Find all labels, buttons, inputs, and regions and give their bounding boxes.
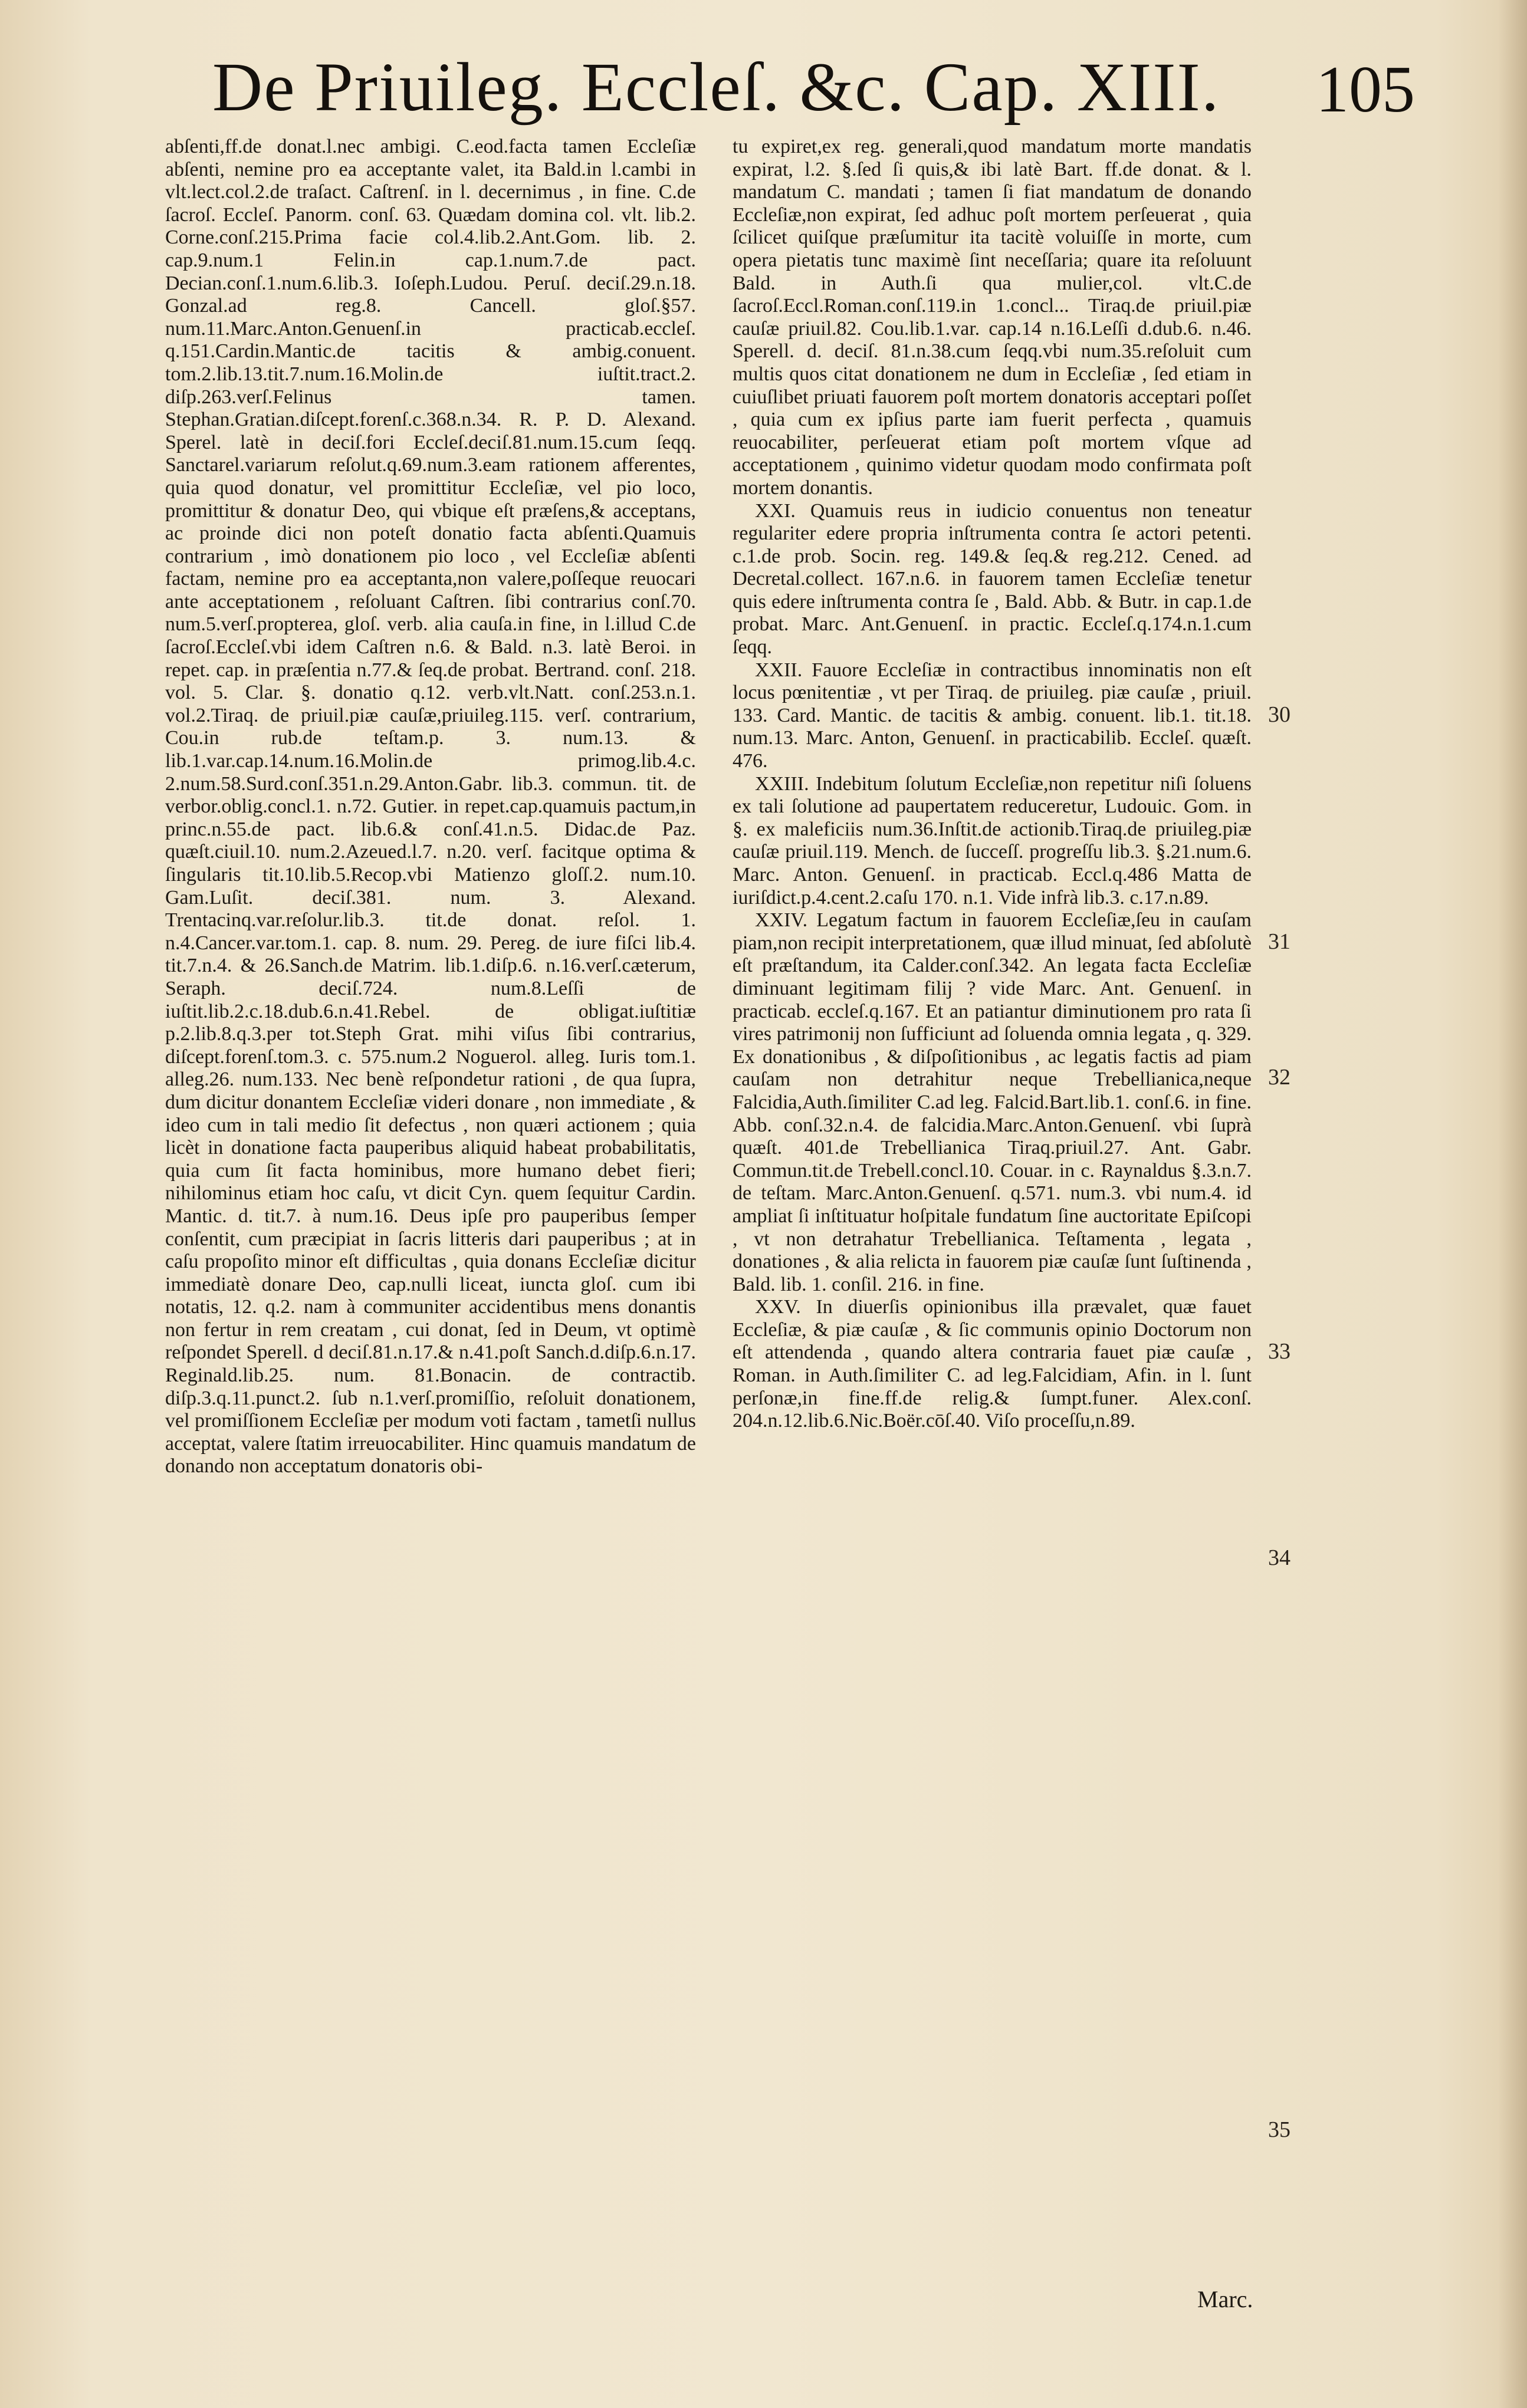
left-text-column <box>165 136 696 1478</box>
paragraph-xxiv: XXIV. Legatum factum in fauorem Eccleſiæ,ſeu in cauſam piam,non recipit interpretationem, quæ illud minuat, ſed abſolutè eſt præſtandum, ita Calder.conſ.342. An legata facta Eccleſiæ diminuant legitimam filij ? vide Marc. Ant. Genuenſ. in practicab. eccleſ.q.167. Et an patiantur diminutionem pro rata ſi vires patrimonij non ſufficiunt ad ſoluenda omnia legata , q. 329. Ex donationibus , & diſpoſitionibus , ac legatis factis ad piam cauſam non detrahitur neque Trebellianica,neque Falcidia,Auth.ſimiliter C.ad leg. Falcid.Bart.lib.1. conſ.6. in fine. Abb. conſ.32.n.4. de falcidia.Marc.Anton.Genuenſ. vbi ſuprà quæſt. 401.de Trebellianica Tiraq.priuil.27. Ant. Gabr. Commun.tit.de Trebell.concl.10. Couar. in c. Raynaldus §.3.n.7. de teſtam. Marc.Anton.Genuenſ. q.571. num.3. vbi num.4. id ampliat ſi inſtituatur hoſpitale fundatum ſine auctoritate Epiſcopi , vt non detrahatur Trebellianica. Teſtamenta , legata , donationes , & alia relicta in fauorem piæ cauſæ ſunt ſuſtinenda , Bald. lib. 1. conſil. 216. in fine. <box>733 909 1252 1295</box>
running-header <box>0 47 1527 130</box>
margin-number: 32 <box>1268 1065 1290 1090</box>
running-title: De Priuileg. Eccleſ. &c. Cap. XIII. <box>212 48 1220 126</box>
margin-number: 31 <box>1268 929 1290 954</box>
page-edge-shadow <box>1498 0 1527 2408</box>
right-text-column <box>733 136 1252 1433</box>
margin-number: 35 <box>1268 2117 1290 2142</box>
margin-number: 34 <box>1268 1545 1290 1570</box>
right-paragraph-continuation: tu expiret,ex reg. generali,quod mandatum morte mandatis expirat, l.2. §.ſed ſi quis,& ibi latè Bart. ff.de donat. & l. mandatum C. mandati ; tamen ſi fiat mandatum de donando Eccleſiæ,non expirat, ſed adhuc poſt mortem perſeuerat , quia ſcilicet quiſque præſumitur ita tacitè voluiſſe in morte, cum opera pietatis tunc maximè ſint neceſſaria; quare ita reſoluunt Bald. in Auth.ſi qua mulier,col. vlt.C.de ſacroſ.Eccl.Roman.conſ.119.in 1.concl... Tiraq.de priuil.piæ cauſæ priuil.82. Cou.lib.1.var. cap.14 n.16.Leſſi d.dub.6. n.46. Sperell. d. deciſ. 81.n.38.cum ſeqq.vbi num.35.reſoluit cum multis quos citat donationem ne dum in Eccleſiæ , ſed etiam in cuiuſlibet priuati fauorem poſt mortem donatoris acceptari poſſet , quia cum ex ipſius parte iam fuerit perfecta , quamuis reuocabiliter, perſeuerat etiam poſt mortem vſque ad acceptationem , quinimo videtur quodam modo confirmata poſt mortem donantis. <box>733 136 1252 499</box>
paragraph-xxiii: XXIII. Indebitum ſolutum Eccleſiæ,non repetitur niſi ſoluens ex tali ſolutione ad paupertatem reduceretur, Ludouic. Gom. in §. ex maleficiis num.36.Inſtit.de actionib.Tiraq.de priuileg.piæ cauſæ priuil.119. Mench. de ſucceſſ. progreſſu lib.3. §.21.num.6. Marc. Anton. Genuenſ. in practicab. Eccl.q.486 Matta de iuriſdict.p.4.cent.2.caſu 170. n.1. Vide infrà lib.3. c.17.n.89. <box>733 772 1252 909</box>
catchword: Marc. <box>1197 2286 1253 2312</box>
left-paragraph: abſenti,ff.de donat.l.nec ambigi. C.eod.facta tamen Eccleſiæ abſenti, nemine pro ea acceptante valet, ita Bald.in l.cambi in vlt.lect.col.2.de traſact. Caſtrenſ. in l. decernimus , in fine. C.de ſacroſ. Eccleſ. Panorm. conſ. 63. Quædam domina col. vlt. lib.2. Corne.conſ.215.Prima facie col.4.lib.2.Ant.Gom. lib. 2. cap.9.num.1 Felin.in cap.1.num.7.de pact. Decian.conſ.1.num.6.lib.3. Ioſeph.Ludou. Peruſ. deciſ.29.n.18. Gonzal.ad reg.8. Cancell. gloſ.§57. num.11.Marc.Anton.Genuenſ.in practicab.eccleſ. q.151.Cardin.Mantic.de tacitis & ambig.conuent. tom.2.lib.13.tit.7.num.16.Molin.de iuſtit.tract.2. diſp.263.verſ.Felinus tamen. Stephan.Gratian.diſcept.forenſ.c.368.n.34. R. P. D. Alexand. Sperel. latè in deciſ.fori Eccleſ.deciſ.81.num.15.cum ſeqq. Sanctarel.variarum reſolut.q.69.num.3.eam rationem afferentes, quia quod donatur, vel promittitur Eccleſiæ, vel pio loco, promittitur & donatur Deo, qui vbique eſt præſens,& acceptans, ac proinde dici non poteſt donatio facta abſenti.Quamuis contrarium , imò donationem pio loco , vel Eccleſiæ abſenti factam, nemine pro ea acceptanta,non valere,poſſeque reuocari ante acceptationem , reſoluant Caſtren. ſibi contrarius conſ.70. num.5.verſ.propterea, gloſ. verb. alia cauſa.in fine, in l.illud C.de ſacroſ.Eccleſ.vbi idem Caſtren n.6. & Bald. n.3. latè Beroi. in repet. cap. in præſentia n.77.& ſeq.de probat. Bertrand. conſ. 218. vol. 5. Clar. §. donatio q.12. verb.vlt.Natt. conſ.253.n.1. vol.2.Tiraq. de priuil.piæ cauſæ,priuileg.115. verſ. contrarium, Cou.in rub.de teſtam.p. 3. num.13. & lib.1.var.cap.14.num.16.Molin.de primog.lib.4.c. 2.num.58.Surd.conſ.351.n.29.Anton.Gabr. lib.3. commun. tit. de verbor.oblig.concl.1. n.72. Gutier. in repet.cap.quamuis pactum,in princ.n.55.de pact. lib.6.& conſ.41.n.5. Didac.de Paz. quæſt.ciuil.10. num.2.Azeued.l.7. n.20. verſ. facitque optima & ſingularis tit.10.lib.5.Recop.vbi Matienzo gloſſ.2. num.10. Gam.Luſit. deciſ.381. num. 3. Alexand. Trentacinq.var.reſolur.lib.3. tit.de donat. reſol. 1. n.4.Cancer.var.tom.1. cap. 8. num. 29. Pereg. de iure fiſci lib.4. tit.7.n.4. & 26.Sanch.de Matrim. lib.1.diſp.6. n.16.verſ.cæterum, Seraph. deciſ.724. num.8.Leſſi de iuſtit.lib.2.c.18.dub.6.n.41.Rebel. de obligat.iuſtitiæ p.2.lib.8.q.3.per tot.Steph Grat. mihi viſus ſibi contrarius, diſcept.forenſ.tom.3. c. 575.num.2 Noguerol. alleg. Iuris tom.1. alleg.26. num.133. Nec benè reſpondetur rationi , de qua ſupra, dum dicitur donantem Eccleſiæ videri donare , non immediate , & ideo cum in tali medio ſit defectus , non quæri actionem ; quia licèt in donatione facta pauperibus aliquid habeat probabilitatis, quia cum ſit facta hominibus, more humano debet fieri; nihilominus etiam hoc caſu, vt dicit Cyn. quem ſequitur Cardin. Mantic. d. tit.7. à num.16. Deus ipſe pro pauperibus ſemper conſentit, cum præcipiat in ſacris litteris dari pauperibus ; at in caſu propoſito minor eſt difficultas , quia donans Eccleſiæ dicitur immediatè donare Deo, cap.nulli liceat, iuncta gloſ. cum ibi notatis, 12. q.2. nam à communiter accidentibus mens donantis non fertur in rem creatam , cui donat, ſed in Deum, vt optimè reſpondet Sperell. d deciſ.81.n.17.& n.41.poſt Sanch.d.diſp.6.n.17. Reginald.lib.25. num. 81.Bonacin. de contractib. diſp.3.q.11.punct.2. ſub n.1.verſ.promiſſio, reſoluit donationem, vel promiſſionem Eccleſiæ per modum voti factam , tametſi nullus acceptat, valere ſtatim irreuocabiliter. Hinc quamuis mandatum de donando non acceptatum donatoris obi- <box>165 136 696 1478</box>
folio-number: 105 <box>1316 53 1415 126</box>
paragraph-xxv: XXV. In diuerſis opinionibus illa prævalet, quæ fauet Eccleſiæ, & piæ cauſæ , & ſic communis opinio Doctorum non eſt attendenda , quando altera contraria fauet piæ cauſæ , Roman. in Auth.ſimiliter C. ad leg.Falcidiam, Afin. in l. ſunt perſonæ,in fine.ff.de relig.& ſumpt.funer. Alex.conſ. 204.n.12.lib.6.Nic.Boër.cōſ.40. Viſo proceſſu,n.89. <box>733 1296 1252 1432</box>
margin-number: 30 <box>1268 702 1290 727</box>
paragraph-xxi: XXI. Quamuis reus in iudicio conuentus non teneatur regulariter edere propria inſtrumenta contra ſe actori petenti. c.1.de prob. Socin. reg. 149.& ſeq.& reg.212. Cened. ad Decretal.collect. 167.n.6. in fauorem tamen Eccleſiæ tenetur quis edere inſtrumenta contra ſe , Bald. Abb. & Butr. in cap.1.de probat. Marc. Ant.Genuenſ. in practic. Eccleſ.q.174.n.1.cum ſeqq. <box>733 499 1252 659</box>
paragraph-xxii: XXII. Fauore Eccleſiæ in contractibus innominatis non eſt locus pœnitentiæ , vt per Tiraq. de priuileg. piæ cauſæ , priuil. 133. Card. Mantic. de tacitis & ambig. conuent. lib.1. tit.18. num.13. Marc. Anton, Genuenſ. in practicabilib. Eccleſ. quæſt. 476. <box>733 659 1252 772</box>
margin-number: 33 <box>1268 1339 1290 1364</box>
